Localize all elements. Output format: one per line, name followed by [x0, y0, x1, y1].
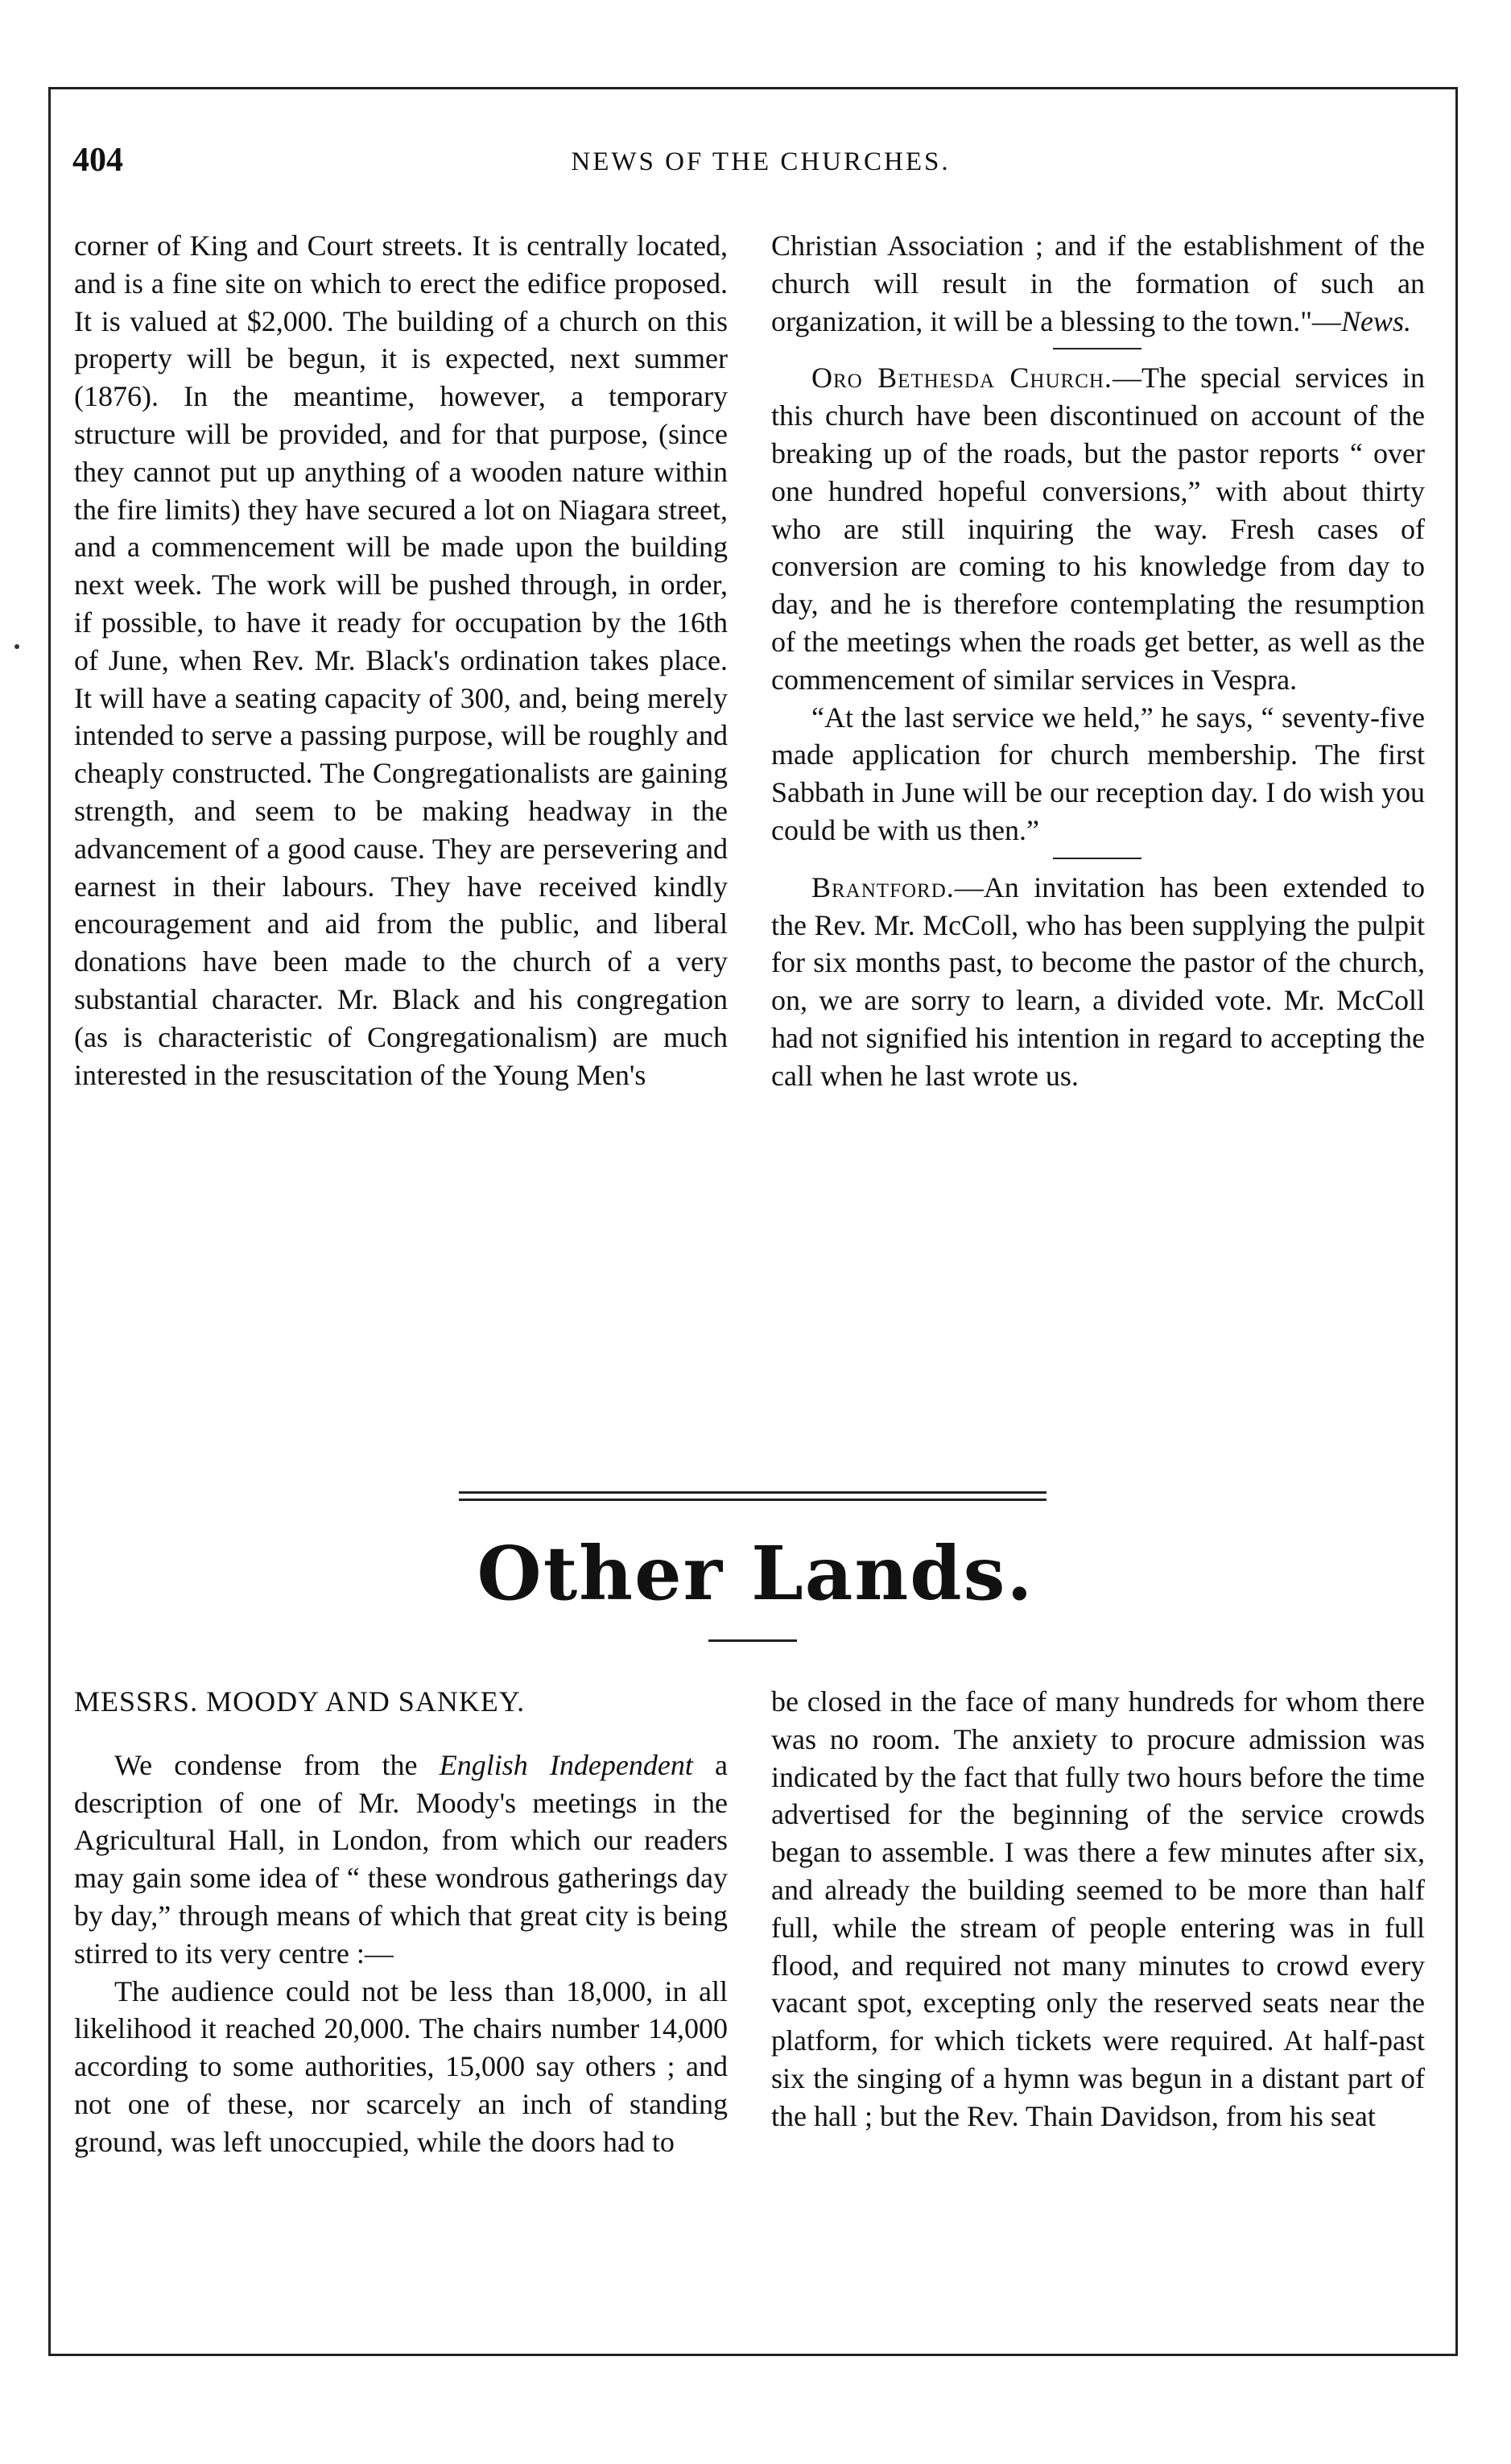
paragraph: corner of King and Court streets. It is centrally located, and is a fine site on which to erect the edifice proposed. It is valued at $2,000. The building of a church on this property will be begun, it is expected, next summer (1876). In the meantime, however, a temporary structure will be provided, and for that purpose, (since they cannot put up anything of a wooden nature within the fire limits) they have secured a lot on Niagara street, and a commencement will be made upon the building next week. The work will be pushed through, in order, if possible, to have it ready for occupation by the 16th of June, when Rev. Mr. Black's ordination takes place. It will have a seating capacity of 300, and, being merely intended to serve a passing purpose, will be roughly and cheaply constructed. The Congregationalists are gaining strength, and seem to be making headway in the advancement of a good cause. They are persevering and earnest in their labours. They have received kindly encouragement and aid from the public, and liberal donations have been made to the church of a very substantial character. Mr. Black and his congregation (as is characteristic of Congregationalism) are much interested in the resuscitation of the Young Men's: [74, 229, 728, 1091]
title-rule: [708, 1639, 797, 1642]
column-bottom-right: [771, 1683, 1425, 2135]
column-bottom-left: [74, 1683, 728, 2161]
short-rule: [1053, 348, 1142, 349]
paragraph-text: We condense from the: [114, 1748, 440, 1781]
article-title: MESSRS. MOODY AND SANKEY.: [74, 1685, 526, 1718]
publication-name: English Independent: [439, 1748, 693, 1781]
news-item-oro: [771, 359, 1425, 698]
frame-top-rule: [966, 87, 1453, 89]
paragraph: [74, 1747, 728, 1973]
paragraph: be closed in the face of many hundreds for whom there was no room. The anxiety to procure admission was indicated by the fact that fully two hours before the time advertised for the beginning of the service crowds began to assemble. I was there a few minutes after six, and already the building seemed to be more than half full, while the stream of people entering was in full flood, and required not many minutes to crowd every vacant spot, excepting only the reserved seats near the platform, for which tickets were required. At half-past six the singing of a hymn was begun in a distant part of the hall ; but the Rev. Thain Davidson, from his seat: [771, 1685, 1425, 2132]
margin-mark: [14, 644, 19, 649]
section-title: Other Lands.: [477, 1530, 1034, 1617]
running-head: NEWS OF THE CHURCHES.: [571, 147, 951, 176]
news-item-brantford: [771, 869, 1425, 1095]
paragraph-text: a description of one of Mr. Moody's meetings in the Agricultural Hall, in London, from which our readers may gain some idea of “ these wondrous gatherings day by day,” through means of which that great city is being stirred to its very centre :—: [74, 1748, 729, 1970]
paragraph: The audience could not be less than 18,000, in all likelihood it reached 20,000. The chairs number 14,000 according to some authorities, 15,000 say others ; and not one of these, nor scarcely an inch of standing ground, was left unoccupied, while the doors had to: [74, 1974, 728, 2158]
item-text: —An invitation has been extended to the Rev. Mr. McColl, who has been supplying the pulpit for six months past, to become the pastor of the church, on, we are sorry to learn, a divided vote. Mr. McColl had not signified his intention in regard to accepting the call when he last wrote us.: [771, 870, 1425, 1092]
item-text: —The special services in this church have been discontinued on account of the breaking up of the roads, but the pastor reports “ over one hundred hopeful conversions,” with about thirty who are still inquiring the way. Fresh cases of conversion are coming to his knowledge from day to day, and he is therefore contemplating the resumption of the meetings when the roads get better, as well as the commencement of similar services in Vespra.: [771, 362, 1425, 696]
page-header: [72, 141, 1449, 189]
quote-paragraph: “At the last service we held,” he says, “ seventy-five made application for church membership. The first Sabbath in June will be our reception day. I do wish you could be with us then.”: [771, 701, 1425, 846]
page-number: 404: [72, 142, 123, 179]
column-top-left: [74, 227, 728, 1094]
item-heading: Brantford.: [811, 870, 955, 903]
column-top-right: [771, 227, 1425, 1095]
short-rule: [1053, 858, 1142, 859]
source-citation: News.: [1340, 304, 1411, 337]
paragraph-text: Christian Association ; and if the establishment of the church will result in the formation of such an organization, it will be a blessing to the town."—: [771, 229, 1425, 337]
rule-spacer: [771, 850, 1425, 869]
paragraph: [771, 227, 1425, 340]
rule-spacer: [771, 340, 1425, 359]
item-heading: Oro Bethesda Church.: [811, 362, 1113, 395]
